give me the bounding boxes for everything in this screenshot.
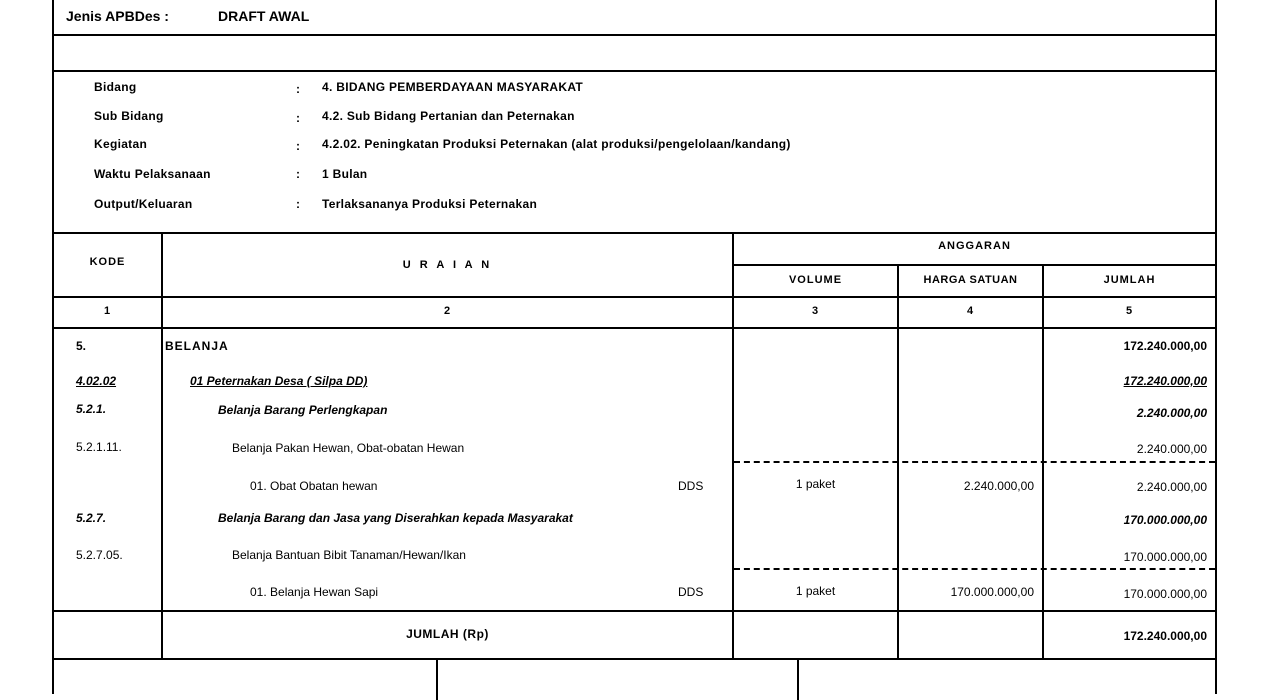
signature-area xyxy=(54,658,1215,700)
col-number: 4 xyxy=(966,305,975,317)
row-uraian: BELANJA xyxy=(165,339,229,353)
row-kode: 5.2.7.05. xyxy=(76,548,123,562)
info-value: 4. BIDANG PEMBERDAYAAN MASYARAKAT xyxy=(322,80,584,94)
table-divider xyxy=(732,264,1215,266)
row-uraian: Belanja Barang Perlengkapan xyxy=(218,403,388,417)
info-label: Waktu Pelaksanaan xyxy=(94,167,211,181)
row-volume: 1 paket xyxy=(795,584,836,598)
budget-document xyxy=(52,0,1217,694)
row-jumlah: 2.240.000,00 xyxy=(1136,480,1207,494)
row-harga: 2.240.000,00 xyxy=(963,479,1034,493)
total-label: JUMLAH (Rp) xyxy=(406,627,489,641)
info-label: Kegiatan xyxy=(94,137,148,151)
col-number: 2 xyxy=(443,305,452,317)
row-uraian: 01 Peternakan Desa ( Silpa DD) xyxy=(190,374,368,388)
jenis-label: Jenis APBDes : xyxy=(66,8,169,24)
activity-info xyxy=(54,72,1215,234)
dashed-separator xyxy=(734,568,1215,570)
header-harga-satuan: HARGA SATUAN xyxy=(923,274,1018,286)
info-colon: : xyxy=(296,82,301,96)
col-number: 1 xyxy=(103,305,112,317)
row-harga: 170.000.000,00 xyxy=(950,585,1034,599)
row-uraian: Belanja Barang dan Jasa yang Diserahkan kepada Masyarakat xyxy=(218,511,573,525)
row-uraian: 01. Obat Obatan hewan xyxy=(250,479,378,493)
header-jumlah: JUMLAH xyxy=(1103,274,1156,286)
header-anggaran: ANGGARAN xyxy=(938,240,1011,252)
row-kode: 5.2.7. xyxy=(76,511,107,525)
row-kode: 4.02.02 xyxy=(76,374,117,388)
row-uraian: Belanja Bantuan Bibit Tanaman/Hewan/Ikan xyxy=(232,548,466,562)
info-colon: : xyxy=(296,111,301,125)
header-kode: KODE xyxy=(89,256,126,268)
table-divider xyxy=(54,610,1215,612)
col-number: 3 xyxy=(811,305,820,317)
info-value: 4.2.02. Peningkatan Produksi Peternakan (alat produksi/pengelolaan/kandang) xyxy=(322,137,791,151)
dashed-separator xyxy=(734,461,1215,463)
table-divider xyxy=(54,327,1215,329)
row-uraian: 01. Belanja Hewan Sapi xyxy=(250,585,379,599)
row-jumlah: 172.240.000,00 xyxy=(1123,339,1207,353)
row-jumlah: 2.240.000,00 xyxy=(1136,442,1207,456)
row-sumber: DDS xyxy=(678,479,704,493)
info-colon: : xyxy=(296,167,301,181)
row-jumlah: 170.000.000,00 xyxy=(1123,513,1207,527)
jenis-value: DRAFT AWAL xyxy=(218,8,310,24)
info-colon: : xyxy=(296,139,301,153)
row-jumlah: 172.240.000,00 xyxy=(1123,374,1207,388)
row-sumber: DDS xyxy=(678,585,704,599)
row-kode: 5.2.1. xyxy=(76,402,107,416)
jenis-apbdes-row xyxy=(54,0,1215,36)
row-kode: 5. xyxy=(76,339,87,353)
total-value: 172.240.000,00 xyxy=(1123,629,1207,643)
info-label: Sub Bidang xyxy=(94,109,164,123)
table-divider xyxy=(54,296,1215,298)
info-label: Output/Keluaran xyxy=(94,197,193,211)
info-value: 4.2. Sub Bidang Pertanian dan Peternakan xyxy=(322,109,575,123)
blank-row xyxy=(54,36,1215,72)
col-number: 5 xyxy=(1125,305,1134,317)
row-jumlah: 2.240.000,00 xyxy=(1136,406,1207,420)
header-uraian: U R A I A N xyxy=(402,259,493,271)
info-value: 1 Bulan xyxy=(322,167,368,181)
row-jumlah: 170.000.000,00 xyxy=(1123,587,1207,601)
row-volume: 1 paket xyxy=(795,477,836,491)
table-divider xyxy=(436,660,438,700)
info-value: Terlaksananya Produksi Peternakan xyxy=(322,197,538,211)
header-volume: VOLUME xyxy=(788,274,843,286)
row-kode: 5.2.1.11. xyxy=(76,440,122,454)
table-divider xyxy=(797,660,799,700)
row-jumlah: 170.000.000,00 xyxy=(1123,550,1207,564)
info-colon: : xyxy=(296,197,301,211)
info-label: Bidang xyxy=(94,80,137,94)
row-uraian: Belanja Pakan Hewan, Obat-obatan Hewan xyxy=(232,441,465,455)
